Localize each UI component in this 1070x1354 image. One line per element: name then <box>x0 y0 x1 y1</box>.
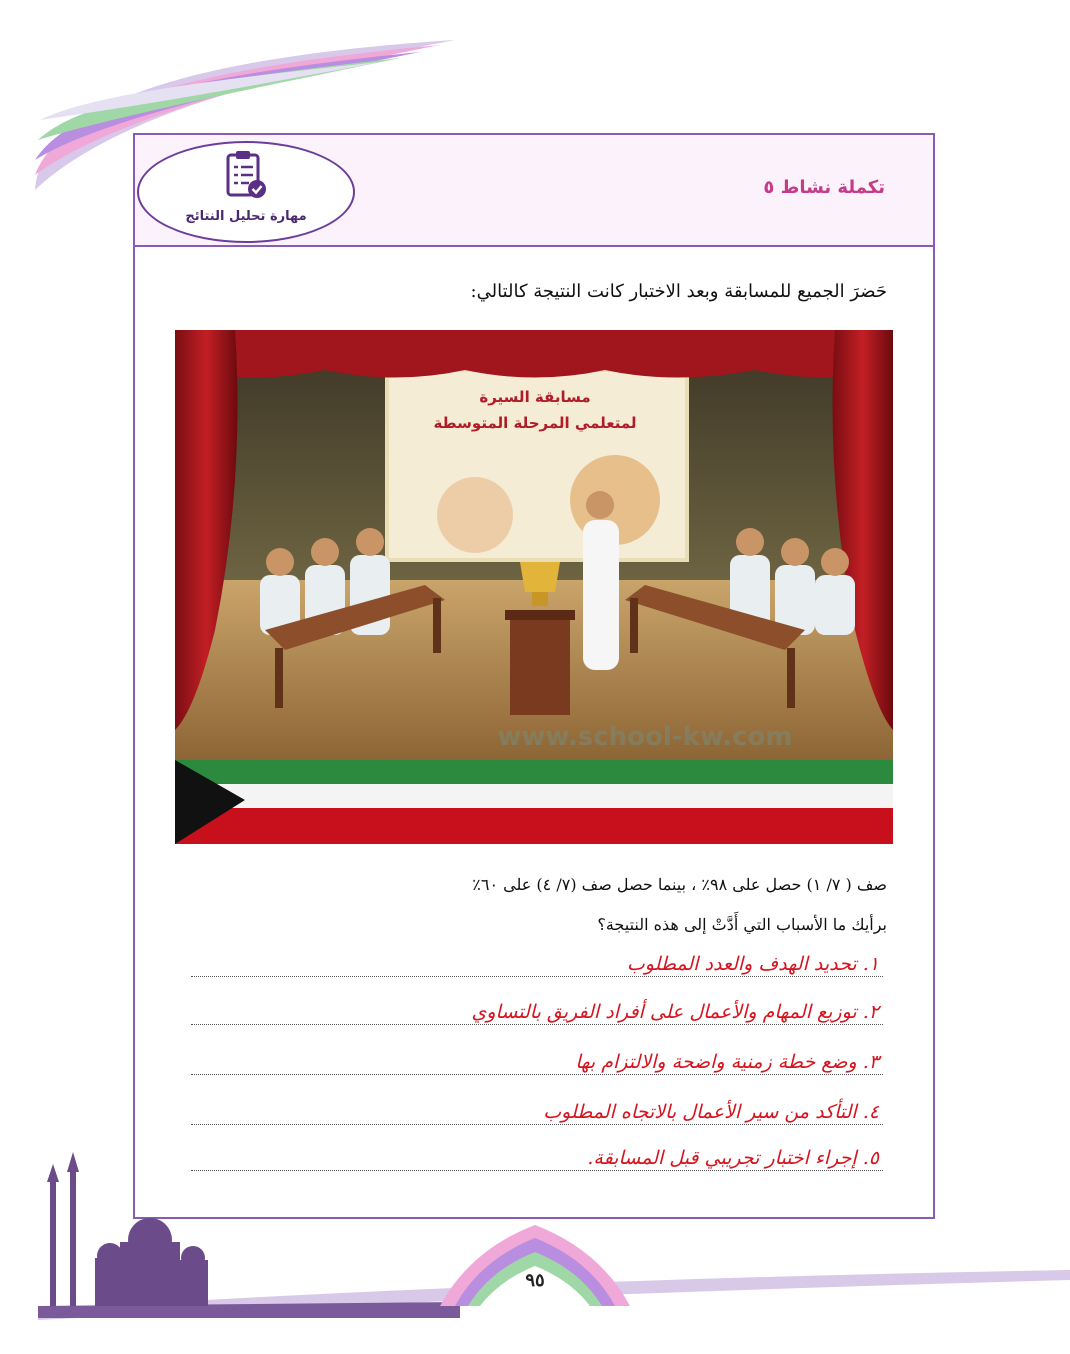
watermark: www.school-kw.com <box>497 722 793 752</box>
intro-text: حَضرَ الجميع للمسابقة وبعد الاختبار كانت النتيجة كالتالي: <box>470 281 887 302</box>
answer-text: ٤. التأكد من سير الأعمال بالاتجاه المطلوب <box>543 1101 879 1123</box>
question: برأيك ما الأسباب التي أَدَّتْ إلى هذه النتيجة؟ <box>597 915 887 934</box>
answer-text: ٥. إجراء اختبار تجريبي قبل المسابقة. <box>587 1147 879 1169</box>
answer-line[interactable] <box>191 1095 883 1127</box>
competition-illustration <box>175 330 893 844</box>
activity-header <box>135 135 933 247</box>
answer-dotted-line <box>191 1074 883 1075</box>
answer-line[interactable] <box>191 947 883 979</box>
bottom-decoration <box>0 1130 1070 1354</box>
arch-decoration <box>440 1225 630 1306</box>
page-number: ٩٥ <box>525 1270 545 1291</box>
answer-dotted-line <box>191 976 883 977</box>
answer-dotted-line <box>191 1024 883 1025</box>
answer-line[interactable] <box>191 995 883 1027</box>
banner-line-2: لمتعلمي المرحلة المتوسطة <box>433 414 637 432</box>
results-sentence: صف ( ٧/ ١) حصل على ٩٨٪ ، بينما حصل صف (٧/ ٤) على ٦٠٪ <box>472 875 887 894</box>
activity-title: تكملة نشاط ٥ <box>763 177 885 198</box>
banner-line-1: مسابقة السيرة <box>479 388 591 406</box>
activity-frame <box>133 133 935 1219</box>
answer-text: ١. تحديد الهدف والعدد المطلوب <box>626 953 879 975</box>
skill-label: مهارة تحليل النتائج <box>185 209 307 224</box>
clipboard-check-icon <box>225 149 267 199</box>
skill-badge <box>137 141 355 243</box>
answer-dotted-line <box>191 1124 883 1125</box>
answer-text: ٢. توزيع المهام والأعمال على أفراد الفريق بالتساوي <box>471 1001 879 1023</box>
answer-text: ٣. وضع خطة زمنية واضحة والالتزام بها <box>575 1051 879 1073</box>
answer-line[interactable] <box>191 1045 883 1077</box>
